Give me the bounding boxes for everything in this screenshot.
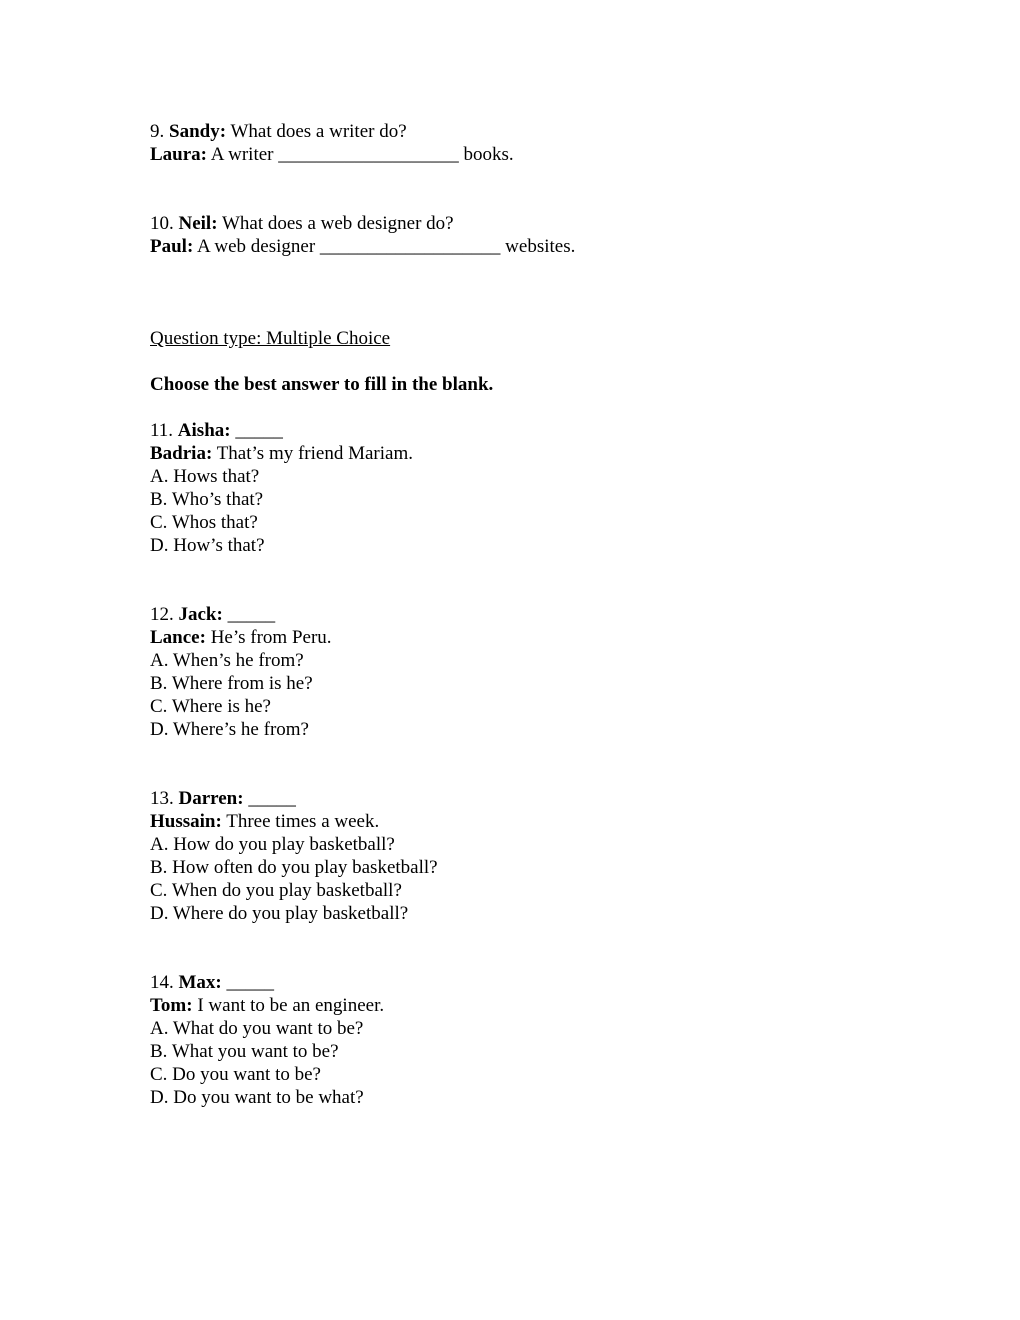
section-header bbox=[150, 327, 390, 350]
option-c: C. When do you play basketball? bbox=[150, 880, 402, 901]
question-10-response bbox=[150, 235, 575, 258]
option-c: C. Where is he? bbox=[150, 696, 271, 717]
dialogue-line-with-blank: A writer ___________________ books. bbox=[210, 144, 514, 165]
speaker-name: Paul: bbox=[150, 236, 194, 257]
option-a: A. What do you want to be? bbox=[150, 1018, 364, 1039]
question-13 bbox=[150, 787, 438, 925]
question-number: 14. bbox=[150, 972, 174, 993]
option-b: B. Who’s that? bbox=[150, 489, 264, 510]
dialogue-line: That’s my friend Mariam. bbox=[216, 443, 413, 464]
option-d: D. Do you want to be what? bbox=[150, 1087, 364, 1108]
speaker-name: Badria: bbox=[150, 443, 213, 464]
question-14 bbox=[150, 971, 384, 1109]
option-b: B. How often do you play basketball? bbox=[150, 857, 438, 878]
speaker-name: Aisha: bbox=[177, 420, 231, 441]
question-10 bbox=[150, 212, 575, 258]
question-number: 9. bbox=[150, 121, 165, 142]
answer-blank: _____ bbox=[235, 420, 283, 441]
dialogue-line: What does a writer do? bbox=[230, 121, 407, 142]
dialogue-line-with-blank: A web designer ___________________ websites. bbox=[196, 236, 576, 257]
option-a: A. When’s he from? bbox=[150, 650, 304, 671]
dialogue-line: I want to be an engineer. bbox=[197, 995, 385, 1016]
option-d: D. How’s that? bbox=[150, 535, 265, 556]
question-number: 13. bbox=[150, 788, 174, 809]
question-13-response bbox=[150, 810, 438, 833]
question-14-response bbox=[150, 994, 384, 1017]
dialogue-line: He’s from Peru. bbox=[210, 627, 332, 648]
question-number: 10. bbox=[150, 213, 174, 234]
speaker-name: Max: bbox=[178, 972, 222, 993]
speaker-name: Neil: bbox=[178, 213, 218, 234]
question-9 bbox=[150, 120, 514, 166]
speaker-name: Jack: bbox=[178, 604, 223, 625]
question-12-prompt bbox=[150, 603, 332, 626]
question-12 bbox=[150, 603, 332, 741]
question-11 bbox=[150, 419, 413, 557]
option-c: C. Whos that? bbox=[150, 512, 258, 533]
answer-blank: _____ bbox=[248, 788, 296, 809]
option-b: B. What you want to be? bbox=[150, 1041, 339, 1062]
question-12-response bbox=[150, 626, 332, 649]
question-11-prompt bbox=[150, 419, 413, 442]
option-b: B. Where from is he? bbox=[150, 673, 313, 694]
option-d: D. Where’s he from? bbox=[150, 719, 309, 740]
section-instruction-block bbox=[150, 373, 493, 396]
question-10-prompt bbox=[150, 212, 575, 235]
dialogue-line: What does a web designer do? bbox=[221, 213, 454, 234]
question-type-label: Question type: Multiple Choice bbox=[150, 328, 391, 349]
section-instruction: Choose the best answer to fill in the blank. bbox=[150, 374, 494, 395]
question-14-prompt bbox=[150, 971, 384, 994]
option-d: D. Where do you play basketball? bbox=[150, 903, 409, 924]
speaker-name: Sandy: bbox=[169, 121, 227, 142]
question-11-response bbox=[150, 442, 413, 465]
question-9-prompt bbox=[150, 120, 514, 143]
question-13-prompt bbox=[150, 787, 438, 810]
option-c: C. Do you want to be? bbox=[150, 1064, 321, 1085]
speaker-name: Lance: bbox=[150, 627, 206, 648]
answer-blank: _____ bbox=[227, 604, 276, 625]
question-number: 11. bbox=[150, 420, 174, 441]
answer-blank: _____ bbox=[226, 972, 275, 993]
speaker-name: Darren: bbox=[178, 788, 244, 809]
speaker-name: Laura: bbox=[150, 144, 207, 165]
speaker-name: Hussain: bbox=[150, 811, 222, 832]
dialogue-line: Three times a week. bbox=[226, 811, 380, 832]
speaker-name: Tom: bbox=[150, 995, 193, 1016]
option-a: A. How do you play basketball? bbox=[150, 834, 395, 855]
question-9-response bbox=[150, 143, 514, 166]
option-a: A. Hows that? bbox=[150, 466, 260, 487]
question-number: 12. bbox=[150, 604, 174, 625]
